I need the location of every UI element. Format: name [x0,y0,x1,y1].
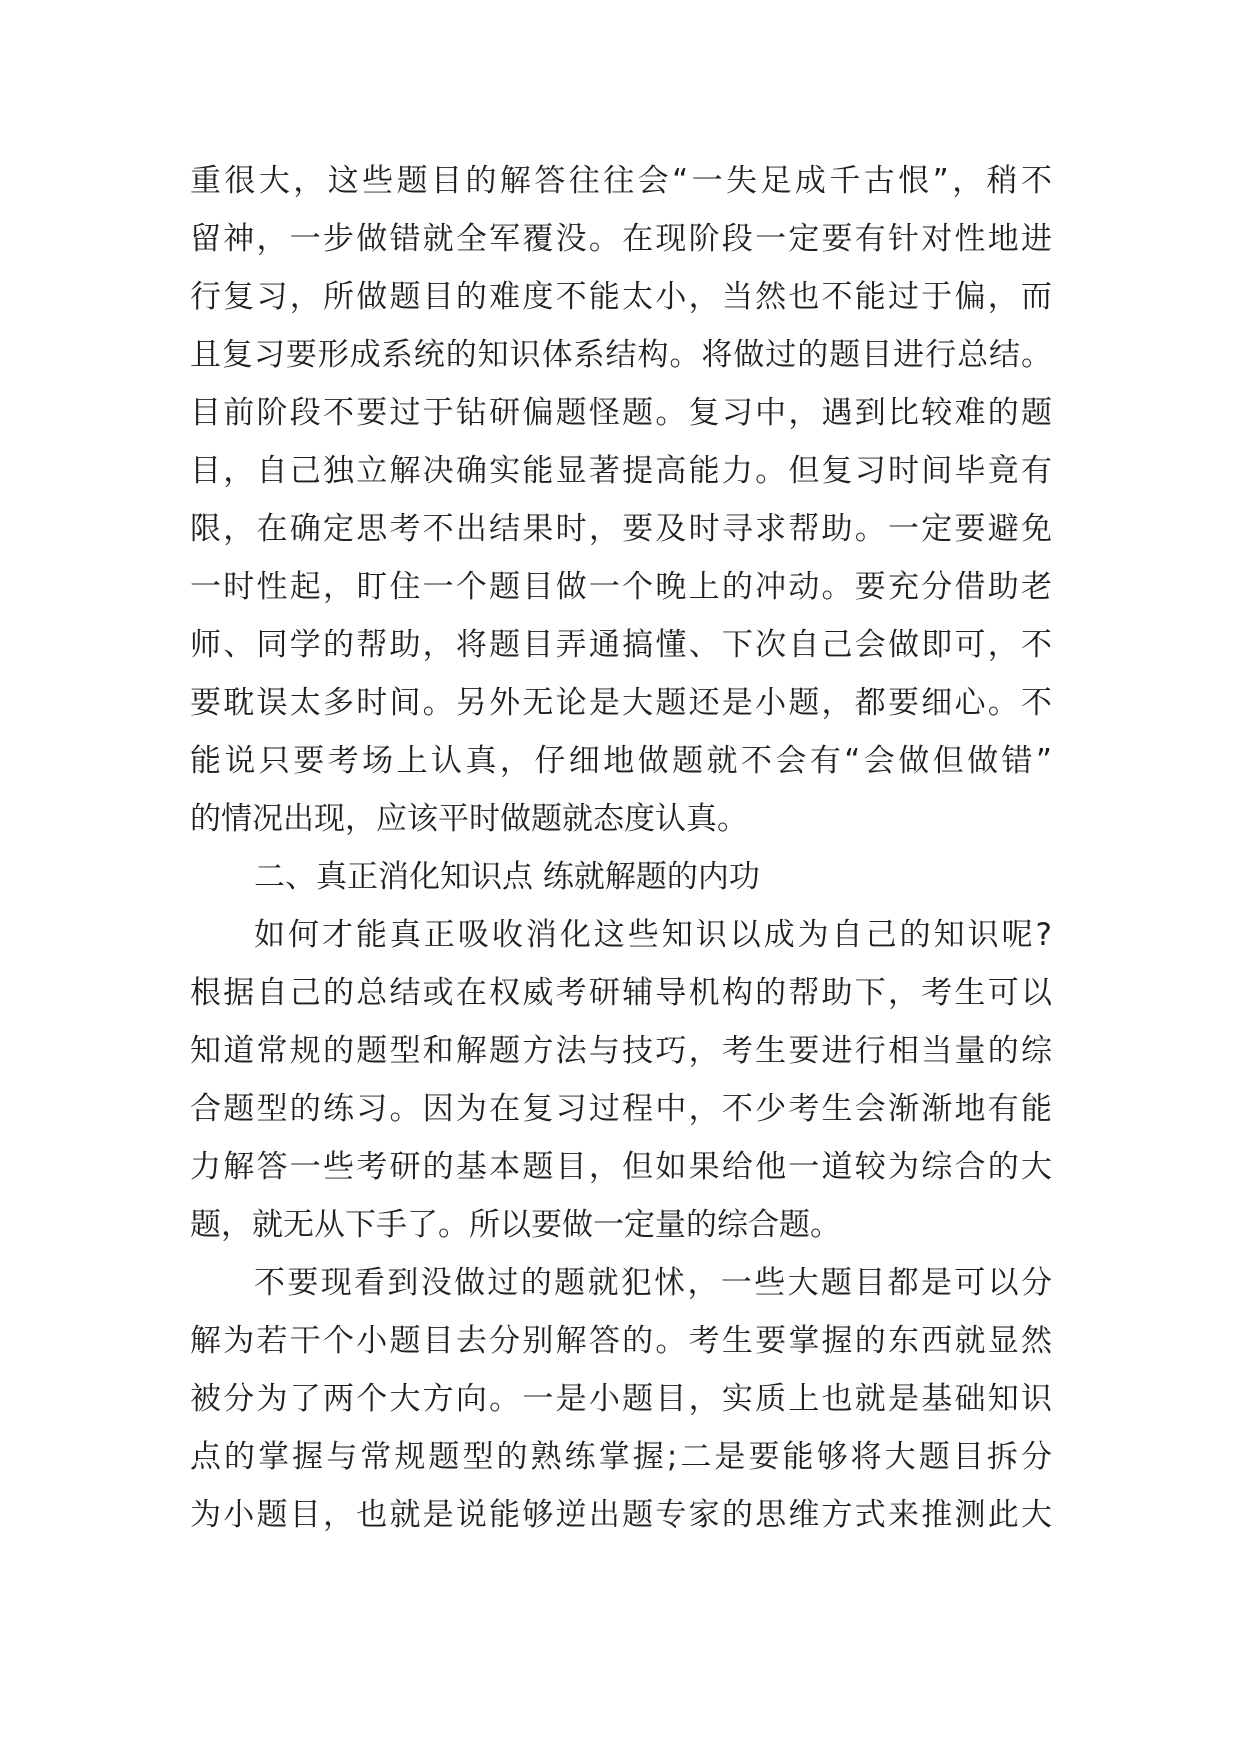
paragraph-line: 行复习，所做题目的难度不能太小，当然也不能过于偏，而 [190,279,1052,315]
paragraph-line: 为小题目，也就是说能够逆出题专家的思维方式来推测此大 [190,1497,1052,1533]
section-heading: 二、真正消化知识点 练就解题的内功 [254,859,760,895]
paragraph-line: 留神，一步做错就全军覆没。在现阶段一定要有针对性地进 [190,221,1052,257]
paragraph-line: 解为若干个小题目去分别解答的。考生要掌握的东西就显然 [190,1323,1052,1359]
paragraph-line: 能说只要考场上认真，仔细地做题就不会有“会做但做错” [190,743,1052,779]
document-body [190,152,1052,1544]
paragraph-line: 一时性起，盯住一个题目做一个晚上的冲动。要充分借助老 [190,569,1052,605]
paragraph-line: 的情况出现，应该平时做题就态度认真。 [190,801,748,837]
paragraph-3 [190,1254,1052,1544]
paragraph-line: 且复习要形成系统的知识体系结构。将做过的题目进行总结。 [190,337,1052,373]
paragraph-line: 题，就无从下手了。所以要做一定量的综合题。 [190,1207,841,1243]
paragraph-1 [190,152,1052,848]
paragraph-line: 点的掌握与常规题型的熟练掌握;二是要能够将大题目拆分 [190,1439,1052,1475]
paragraph-line: 不要现看到没做过的题就犯怵，一些大题目都是可以分 [254,1265,1052,1301]
paragraph-line: 目前阶段不要过于钻研偏题怪题。复习中，遇到比较难的题 [190,395,1052,431]
paragraph-line: 师、同学的帮助，将题目弄通搞懂、下次自己会做即可，不 [190,627,1052,663]
paragraph-2 [190,906,1052,1254]
paragraph-line: 要耽误太多时间。另外无论是大题还是小题，都要细心。不 [190,685,1052,721]
paragraph-line: 如何才能真正吸收消化这些知识以成为自己的知识呢? [254,917,1052,953]
paragraph-line: 合题型的练习。因为在复习过程中，不少考生会渐渐地有能 [190,1091,1052,1127]
paragraph-line: 力解答一些考研的基本题目，但如果给他一道较为综合的大 [190,1149,1052,1185]
paragraph-line: 根据自己的总结或在权威考研辅导机构的帮助下，考生可以 [190,975,1052,1011]
paragraph-line: 被分为了两个大方向。一是小题目，实质上也就是基础知识 [190,1381,1052,1417]
paragraph-line: 重很大，这些题目的解答往往会“一失足成千古恨”，稍不 [190,163,1052,199]
paragraph-line: 限，在确定思考不出结果时，要及时寻求帮助。一定要避免 [190,511,1052,547]
paragraph-line: 知道常规的题型和解题方法与技巧，考生要进行相当量的综 [190,1033,1052,1069]
paragraph-line: 目，自己独立解决确实能显著提高能力。但复习时间毕竟有 [190,453,1052,489]
